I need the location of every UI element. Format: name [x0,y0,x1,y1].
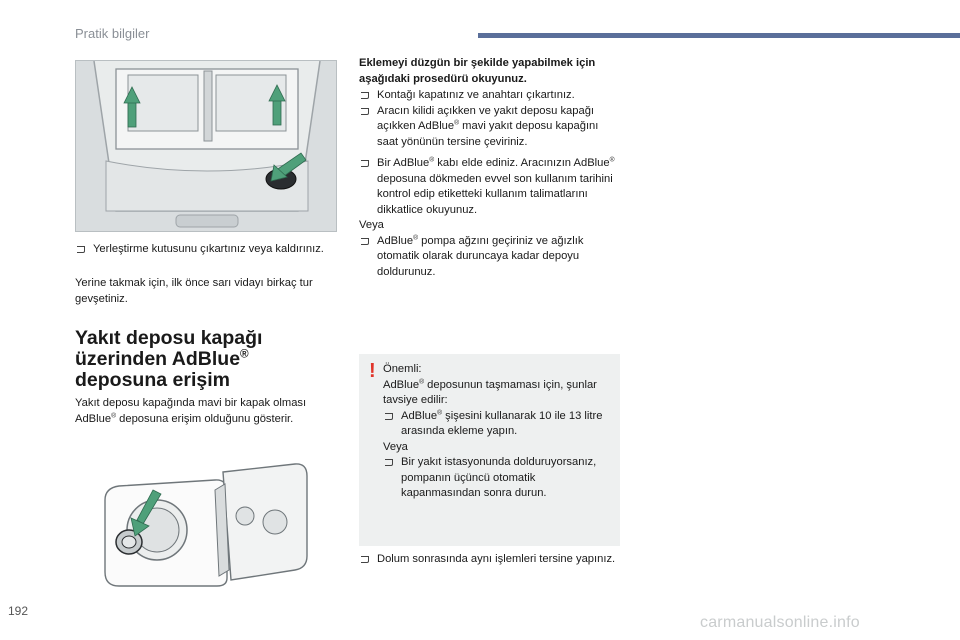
note-line-1: AdBlue® deposunun taşmaması için, şunlar tavsiye edilir: [383,377,597,406]
warning-exclamation-icon: ! [369,360,376,382]
note-or: Veya [383,440,408,453]
note-bullet-station: Bir yakıt istasyonunda dolduruyorsanız, pompanın üçüncü otomatik kapanmasından sonra durun. [383,455,615,502]
important-note-box [359,354,620,546]
left-bullet-remove-box: Yerleştirme kutusunu çıkartınız veya kaldırınız. [75,242,330,258]
watermark: carmanualsonline.info [700,614,860,631]
page-header-title: Pratik bilgiler [75,26,150,41]
page-header-bar [478,33,960,38]
section-heading: Yakıt deposu kapağı üzerinden AdBlue® deposuna erişim [75,327,263,391]
procedure-step-ignition: Kontağı kapatınız ve anahtarı çıkartınız. [359,88,621,104]
procedure-step-pump: AdBlue® pompa ağzını geçiriniz ve ağızlık otomatik olarak duruncaya kadar depoyu doldurunuz. [359,234,621,281]
procedure-step-open-cap: Aracın kilidi açıkken ve yakıt deposu kapağı açıkken AdBlue® mavi yakıt deposu kapağını saat yönünün tersine çeviriniz. [359,104,621,151]
note-bullet-bottle: AdBlue® şişesini kullanarak 10 ile 13 litre arasında ekleme yapın. [383,409,615,440]
left-para-blue-cap: Yakıt deposu kapağında mavi bir kapak olması AdBlue® deposuna erişim olduğunu gösterir. [75,397,307,425]
procedure-or-1: Veya [359,219,384,231]
page-number: 192 [8,604,29,618]
procedure-intro: Eklemeyi düzgün bir şekilde yapabilmek için aşağıdaki prosedürü okuyunuz. [359,57,596,85]
procedure-step-container: Bir AdBlue® kabı elde ediniz. Aracınızın AdBlue® deposuna dökmeden evvel son kullanım tarihini kontrol edip etiketteki kullanım talimatlarını dikkatlice okuyunuz. [359,156,621,218]
procedure-step-reverse: Dolum sonrasında aynı işlemleri tersine yapınız. [359,552,621,568]
note-title: Önemli: [383,363,422,375]
trunk-storage-illustration [75,60,337,232]
left-para-refit: Yerine takmak için, ilk önce sarı vidayı birkaç tur gevşetiniz. [75,277,313,305]
fuel-cap-illustration [95,460,325,588]
